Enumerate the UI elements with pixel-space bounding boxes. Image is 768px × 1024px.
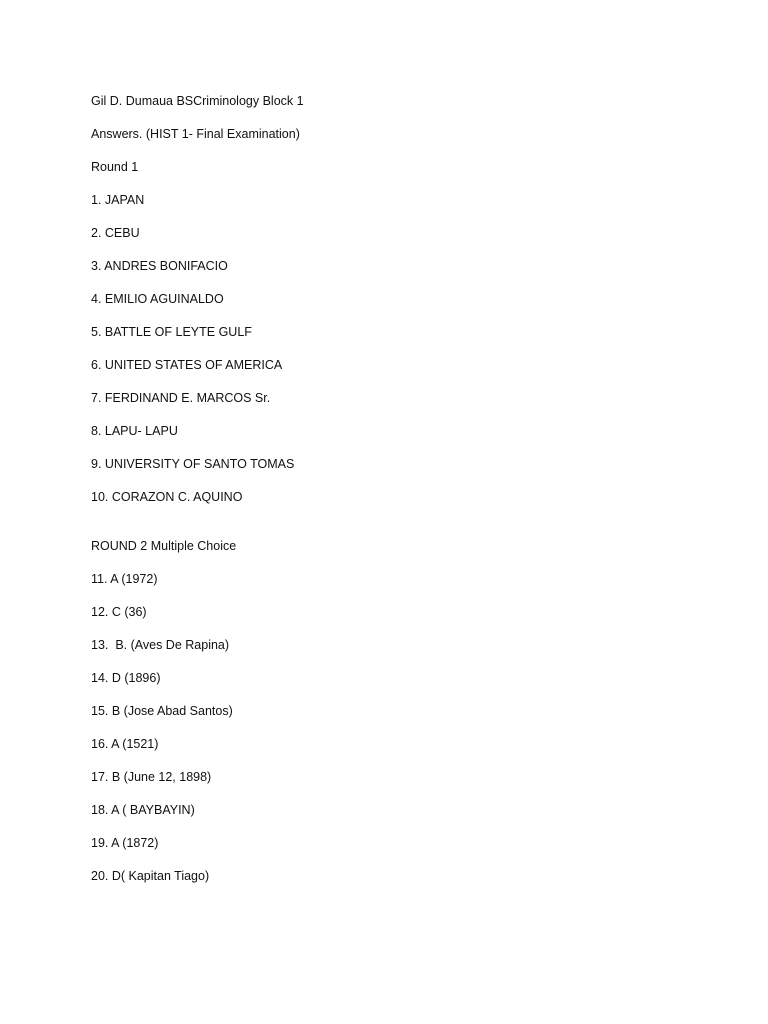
answer-item-14: 14. D (1896) [91, 671, 161, 685]
answer-item-7: 7. FERDINAND E. MARCOS Sr. [91, 391, 271, 405]
document-page [91, 93, 691, 901]
answer-item-16: 16. A (1521) [91, 737, 159, 751]
answer-item-1: 1. JAPAN [91, 193, 145, 207]
answer-item-10: 10. CORAZON C. AQUINO [91, 490, 243, 504]
answer-item-19: 19. A (1872) [91, 836, 159, 850]
answer-item-9: 9. UNIVERSITY OF SANTO TOMAS [91, 457, 295, 471]
answer-item-5: 5. BATTLE OF LEYTE GULF [91, 325, 252, 339]
answer-item-17: 17. B (June 12, 1898) [91, 770, 212, 784]
round-1-title: Round 1 [91, 160, 139, 174]
answer-item-6: 6. UNITED STATES OF AMERICA [91, 358, 283, 372]
answer-item-11: 11. A (1972) [91, 572, 158, 586]
answer-item-2: 2. CEBU [91, 226, 140, 240]
answer-item-8: 8. LAPU- LAPU [91, 424, 178, 438]
answer-item-13: 13. B. (Aves De Rapina) [91, 638, 230, 652]
answer-item-15: 15. B (Jose Abad Santos) [91, 704, 233, 718]
answer-item-12: 12. C (36) [91, 605, 147, 619]
answers-heading: Answers. (HIST 1- Final Examination) [91, 127, 300, 141]
round-2-title: ROUND 2 Multiple Choice [91, 539, 237, 553]
answer-item-20: 20. D( Kapitan Tiago) [91, 869, 210, 883]
answer-item-18: 18. A ( BAYBAYIN) [91, 803, 195, 817]
student-name-line: Gil D. Dumaua BSCriminology Block 1 [91, 94, 304, 108]
answer-item-4: 4. EMILIO AGUINALDO [91, 292, 224, 306]
answer-item-3: 3. ANDRES BONIFACIO [91, 259, 228, 273]
section-gap [91, 522, 691, 538]
